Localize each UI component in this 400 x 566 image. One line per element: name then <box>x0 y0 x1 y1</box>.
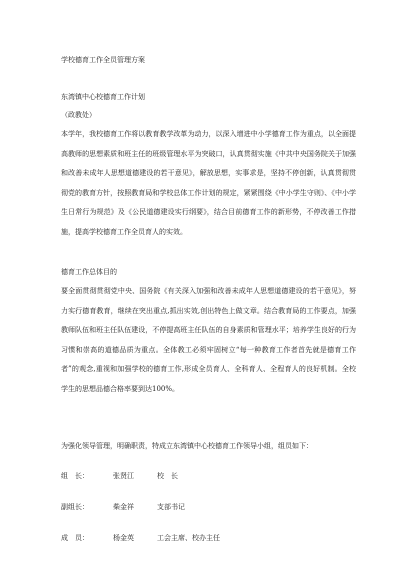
department-label: （政教处） <box>61 111 96 119</box>
document-title: 学校德育工作全员管理方案 <box>61 56 145 64</box>
member-role: 组 长： <box>61 472 89 480</box>
member-name: 杨金英 <box>113 534 134 542</box>
member-name: 柴金祥 <box>113 503 134 511</box>
plan-subtitle: 东湾镇中心校德育工作计划 <box>61 93 145 101</box>
intro-paragraph: 本学年，我校德育工作将以教育教学改革为动力，以深入增进中小学德育工作为重点，以全面提高教师的思想素质和班主任的班级管理水平为突破口，认真贯彻实施《中共中央国务院关于加强和改善未成年人思想道德建设的若干意见》，解放思想，实事求是，坚持不停创新，认真贯彻贯彻党的教育方针，按照教育局和学校总体工作计划的规定，紧紧围绕《中小学生守则》、《中小学生日常行为规范》及《公民道德建设实行纲要》，结合目前德育工作的新形势，不停改善工作措施，提高学校德育工作全员育人的实效。 <box>61 130 356 236</box>
member-role: 副组长： <box>61 503 89 511</box>
member-role: 成 员： <box>61 534 89 542</box>
section-heading-goals: 德育工作总体目的 <box>61 268 117 276</box>
member-row <box>61 503 185 512</box>
member-title: 支部书记 <box>157 503 185 511</box>
member-row <box>61 534 220 543</box>
member-row <box>61 472 178 481</box>
goal-paragraph: 要全面贯彻贯彻党中央、国务院《有关深入加强和改善未成年人思想道德建设的若干意见》，努力实行德育教育，继续在突出重点,抓出实效,创出特色上做文章。结合教育局的工作要点，加强教师队伍和班主任队伍建设，不停提高班主任队伍的自身素质和管理水平；培养学生良好的行为习惯和崇高的道德品质为重点。全体教工必须牢固树立“每一种教育工作者首先就是德育工作者”的观念,重视和加强学校的德育工作,形成全员育人、全科育人、全程育人的良好机制。全校学生的思想品德合格率要到达100%。 <box>61 287 356 393</box>
leading-group-intro: 为强化领导管理，明确职责，特成立东湾镇中心校德育工作领导小组，组员如下： <box>61 442 313 450</box>
member-name: 张贤江 <box>113 472 134 480</box>
member-title: 工会主席、校办主任 <box>157 534 220 542</box>
member-title: 校 长 <box>157 472 178 480</box>
